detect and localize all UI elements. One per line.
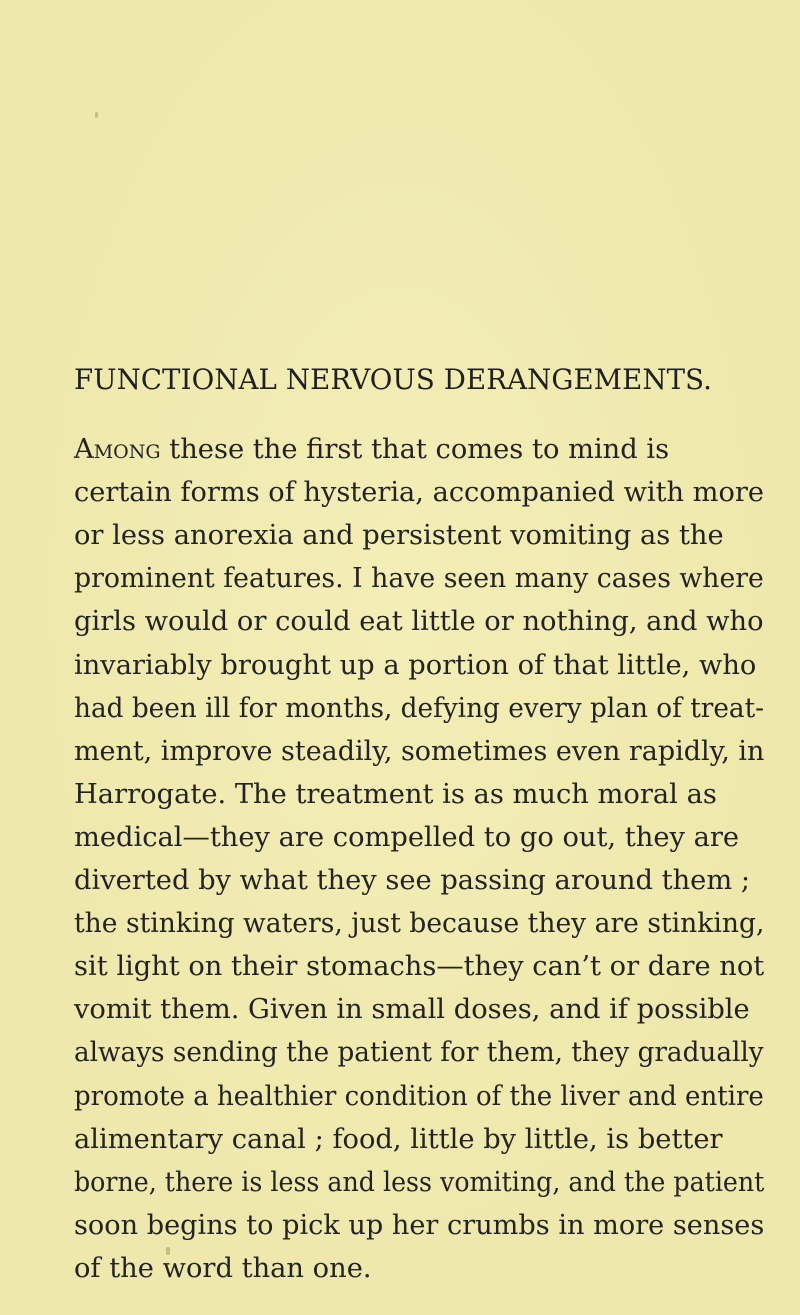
- text-line: vomit them. Given in small doses, and if possible: [74, 994, 750, 1025]
- text-line: of the word than one.: [74, 1253, 372, 1284]
- text-line: always sending the patient for them, they gradually: [74, 1037, 764, 1068]
- text-line: ment, improve steadily, sometimes even rapidly, in: [74, 736, 765, 767]
- text-line: girls would or could eat little or nothing, and who: [74, 606, 764, 637]
- lead-word: Among: [74, 434, 161, 465]
- text-line: promote a healthier condition of the liver and entire: [74, 1081, 764, 1112]
- text-line: diverted by what they see passing around them ;: [74, 865, 751, 896]
- text-line: prominent features. I have seen many cases where: [74, 563, 764, 594]
- text-line: Harrogate. The treatment is as much moral as: [74, 779, 717, 810]
- text-line-content: these the first that comes to mind is: [160, 434, 670, 465]
- text-line: medical—they are compelled to go out, they are: [74, 822, 740, 853]
- text-line: [74, 433, 669, 467]
- text-line: certain forms of hysteria, accompanied with more: [74, 477, 765, 508]
- text-line: had been ill for months, defying every plan of treat-: [74, 693, 765, 724]
- text-line: borne, there is less and less vomiting, and the patient: [74, 1167, 765, 1198]
- text-line: the stinking waters, just because they are stinking,: [74, 908, 765, 939]
- text-line: or less anorexia and persistent vomiting as the: [74, 520, 724, 551]
- chapter-heading: FUNCTIONAL NERVOUS DERANGEMENTS.: [74, 363, 712, 396]
- text-line: sit light on their stomachs—they can’t or dare not: [74, 951, 765, 982]
- page-speck: [95, 112, 98, 118]
- text-line: alimentary canal ; food, little by little, is better: [74, 1124, 723, 1155]
- text-line: invariably brought up a portion of that little, who: [74, 650, 757, 681]
- text-line: soon begins to pick up her crumbs in more senses: [74, 1210, 765, 1241]
